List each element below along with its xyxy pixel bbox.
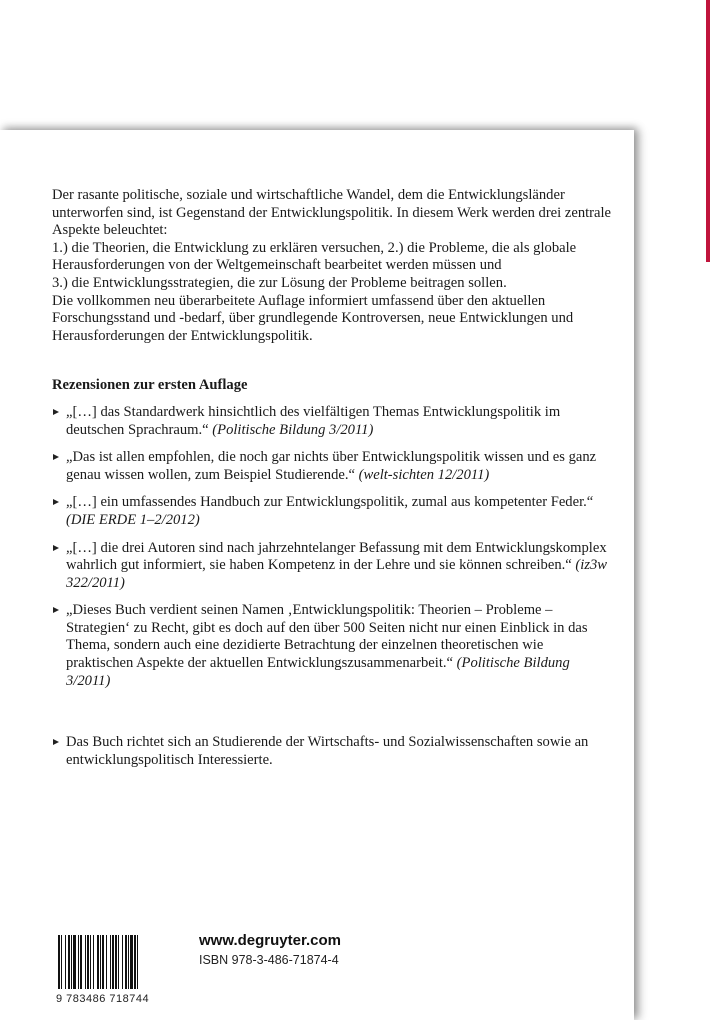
target-audience — [52, 734, 612, 769]
barcode-bar — [68, 935, 70, 989]
red-edge-line — [706, 0, 710, 262]
barcode-icon — [56, 935, 182, 989]
barcode-bar — [90, 935, 91, 989]
blurb — [52, 187, 612, 345]
barcode-bar — [78, 935, 79, 989]
review-source: (DIE ERDE 1–2/2012) — [66, 511, 200, 528]
review-item — [52, 494, 612, 529]
barcode-bar — [128, 935, 129, 989]
barcode-bar — [110, 935, 111, 989]
review-item — [52, 540, 612, 593]
audience-text: Das Buch richtet sich an Studierende der Wirtschafts- und Sozialwissenschaften sowie an entwicklungspolitisch Interessierte. — [66, 734, 589, 768]
barcode-bar — [115, 935, 117, 989]
cover-text — [52, 187, 612, 769]
barcode-bar — [106, 935, 107, 989]
barcode-bar — [112, 935, 114, 989]
publisher-website: www.degruyter.com — [199, 932, 341, 949]
cover-footer — [56, 930, 376, 1010]
barcode-bar — [137, 935, 138, 989]
bullet-icon — [53, 739, 59, 745]
reviews-heading: Rezensionen zur ersten Auflage — [52, 377, 248, 394]
barcode-bar — [125, 935, 127, 989]
blurb-paragraph-1: Der rasante politische, soziale und wirtschaftliche Wandel, dem die Entwicklungsländer unterworfen sind, ist Gegenstand der Entwicklungspolitik. In diesem Werk werden drei zentrale Aspekte beleuchtet: — [52, 187, 612, 239]
bullet-icon — [53, 607, 59, 613]
review-source: (Politische Bildung 3/2011) — [66, 655, 570, 689]
barcode-bar — [102, 935, 104, 989]
review-source: (iz3w 322/2011) — [66, 557, 608, 591]
barcode-bar — [97, 935, 99, 989]
barcode-bar — [71, 935, 72, 989]
barcode-bar — [85, 935, 86, 989]
barcode-bar — [118, 935, 119, 989]
barcode-bar — [93, 935, 94, 989]
barcode-bar — [58, 935, 60, 989]
blurb-paragraph-2: Die vollkommen neu überarbeitete Auflage informiert umfassend über den aktuellen Forschungsstand und -bedarf, über grundlegende Kontroversen, neue Entwicklungen und Herausforderungen der Entwicklungspolitik. — [52, 292, 574, 344]
bullet-icon — [53, 499, 59, 505]
barcode-bar — [134, 935, 136, 989]
barcode-bar — [130, 935, 133, 989]
barcode-bar — [80, 935, 82, 989]
barcode-bar — [87, 935, 89, 989]
barcode-bar — [65, 935, 66, 989]
blurb-aspect-3: 3.) die Entwicklungsstrategien, die zur Lösung der Probleme beitragen sollen. — [52, 274, 507, 291]
barcode-bar — [73, 935, 76, 989]
review-quote: „[…] ein umfassendes Handbuch zur Entwicklungspolitik, zumal aus kompetenter Feder.“ — [66, 494, 594, 511]
book-back-cover — [0, 130, 634, 1020]
barcode-bar — [61, 935, 62, 989]
review-quote: „[…] das Standardwerk hinsichtlich des vielfältigen Themas Entwicklungspolitik im deutschen Sprachraum.“ — [66, 403, 561, 438]
isbn: ISBN 978-3-486-71874-4 — [199, 953, 339, 967]
reviews-list — [52, 404, 612, 690]
review-quote: „Das ist allen empfohlen, die noch gar nichts über Entwicklungspolitik wissen und es ganz genau wissen wollen, zum Beispiel Studierende.“ — [66, 449, 597, 483]
review-item — [52, 602, 612, 690]
bullet-icon — [53, 409, 59, 415]
review-source: (welt-sichten 12/2011) — [358, 466, 490, 483]
review-item — [52, 449, 612, 484]
barcode-bar — [100, 935, 101, 989]
blurb-aspects-1-2: 1.) die Theorien, die Entwicklung zu erklären versuchen, 2.) die Probleme, die als globale Herausforderungen von der Weltgemeinschaft bearbeitet werden müssen und — [52, 239, 577, 274]
bullet-icon — [53, 454, 59, 460]
barcode-digits: 9 783486 718744 — [56, 993, 150, 1005]
barcode-bar — [122, 935, 123, 989]
review-quote: „[…] die drei Autoren sind nach jahrzehntelanger Befassung mit dem Entwicklungskomplex wahrlich gut informiert, sie haben Kompetenz in der Lehre und sie können schreiben.“ — [66, 539, 607, 574]
review-quote: „Dieses Buch verdient seinen Namen ‚Entwicklungspolitik: Theorien – Probleme – Strategien‘ zu Recht, gibt es doch auf den über 500 Seiten nicht nur einen Einblick in das Thema, sondern auch eine dezidierte Betrachtung der einzelnen theoretischen wie praktischen Aspekte der aktuellen Entwicklungszusammenarbeit.“ — [66, 602, 588, 672]
bullet-icon — [53, 545, 59, 551]
review-source: (Politische Bildung 3/2011) — [212, 421, 374, 438]
review-item — [52, 404, 612, 439]
